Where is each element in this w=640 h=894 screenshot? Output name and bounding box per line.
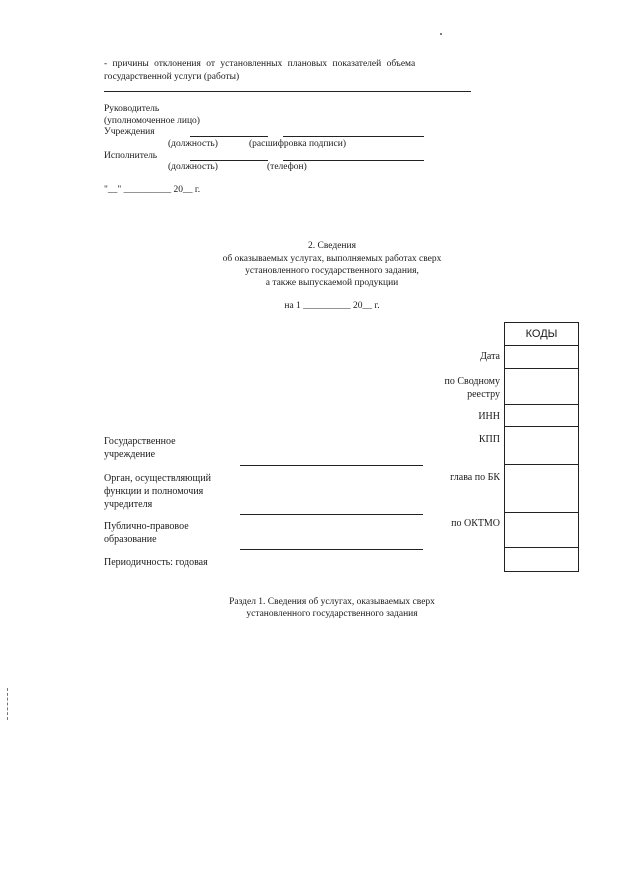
executor-position-line[interactable] bbox=[190, 160, 268, 161]
scan-margin-mark bbox=[7, 688, 9, 720]
codes-label-date: Дата bbox=[480, 351, 500, 362]
codes-label-registry-2: реестру bbox=[467, 389, 500, 400]
codes-table bbox=[504, 322, 579, 572]
founder-field[interactable] bbox=[240, 514, 423, 515]
section2-date: на 1 __________ 20__ г. bbox=[284, 301, 380, 311]
institution-label-2: учреждение bbox=[104, 449, 156, 460]
section2-title-2: об оказываемых услугах, выполняемых работах сверх bbox=[222, 254, 442, 264]
code-cell-registry[interactable] bbox=[504, 369, 579, 405]
codes-label-inn: ИНН bbox=[478, 411, 500, 422]
periodicity-label: Периодичность: годовая bbox=[104, 557, 208, 568]
position-caption-2: (должность) bbox=[168, 162, 218, 172]
founder-label-3: учредителя bbox=[104, 499, 153, 510]
executor-label: Исполнитель bbox=[104, 151, 158, 161]
signature-date: "__" __________ 20__ г. bbox=[104, 185, 201, 195]
head-label-3: Учреждения bbox=[104, 127, 155, 137]
public-entity-field[interactable] bbox=[240, 549, 423, 550]
scan-dot bbox=[440, 33, 442, 35]
executor-phone-line[interactable] bbox=[283, 160, 424, 161]
section2-title-3: установленного государственного задания, bbox=[245, 266, 419, 276]
institution-field[interactable] bbox=[240, 465, 423, 466]
founder-label-1: Орган, осуществляющий bbox=[104, 473, 211, 484]
reasons-line-1: - причины отклонения от установленных плановых показателей объема bbox=[104, 59, 416, 69]
code-cell-date[interactable] bbox=[504, 346, 579, 369]
position-caption: (должность) bbox=[168, 139, 218, 149]
head-signature-line[interactable] bbox=[283, 136, 424, 137]
reasons-underline bbox=[104, 91, 471, 92]
head-label-2: (уполномоченное лицо) bbox=[104, 116, 200, 126]
public-entity-label-1: Публично-правовое bbox=[104, 521, 189, 532]
section1-title-2: установленного государственного задания bbox=[246, 609, 418, 619]
phone-caption: (телефон) bbox=[267, 162, 307, 172]
institution-label-1: Государственное bbox=[104, 436, 176, 447]
head-label-1: Руководитель bbox=[104, 104, 160, 114]
codes-header: КОДЫ bbox=[504, 322, 579, 346]
codes-label-kpp: КПП bbox=[478, 434, 500, 445]
code-cell-bk[interactable] bbox=[504, 465, 579, 513]
code-cell-periodicity[interactable] bbox=[504, 548, 579, 572]
codes-label-oktmo: по ОКТМО bbox=[451, 518, 500, 529]
code-cell-oktmo[interactable] bbox=[504, 513, 579, 548]
section2-title-1: 2. Сведения bbox=[308, 241, 356, 251]
codes-label-bk: глава по БК bbox=[450, 472, 500, 483]
signature-caption: (расшифровка подписи) bbox=[249, 139, 346, 149]
founder-label-2: функции и полномочия bbox=[104, 486, 204, 497]
codes-label-registry-1: по Сводному bbox=[444, 376, 500, 387]
code-cell-kpp[interactable] bbox=[504, 427, 579, 465]
public-entity-label-2: образование bbox=[104, 534, 157, 545]
section1-title-1: Раздел 1. Сведения об услугах, оказываемых сверх bbox=[229, 597, 435, 607]
code-cell-inn[interactable] bbox=[504, 405, 579, 427]
head-position-line[interactable] bbox=[190, 136, 268, 137]
section2-title-4: а также выпускаемой продукции bbox=[265, 278, 399, 288]
reasons-line-2: государственной услуги (работы) bbox=[104, 72, 240, 82]
